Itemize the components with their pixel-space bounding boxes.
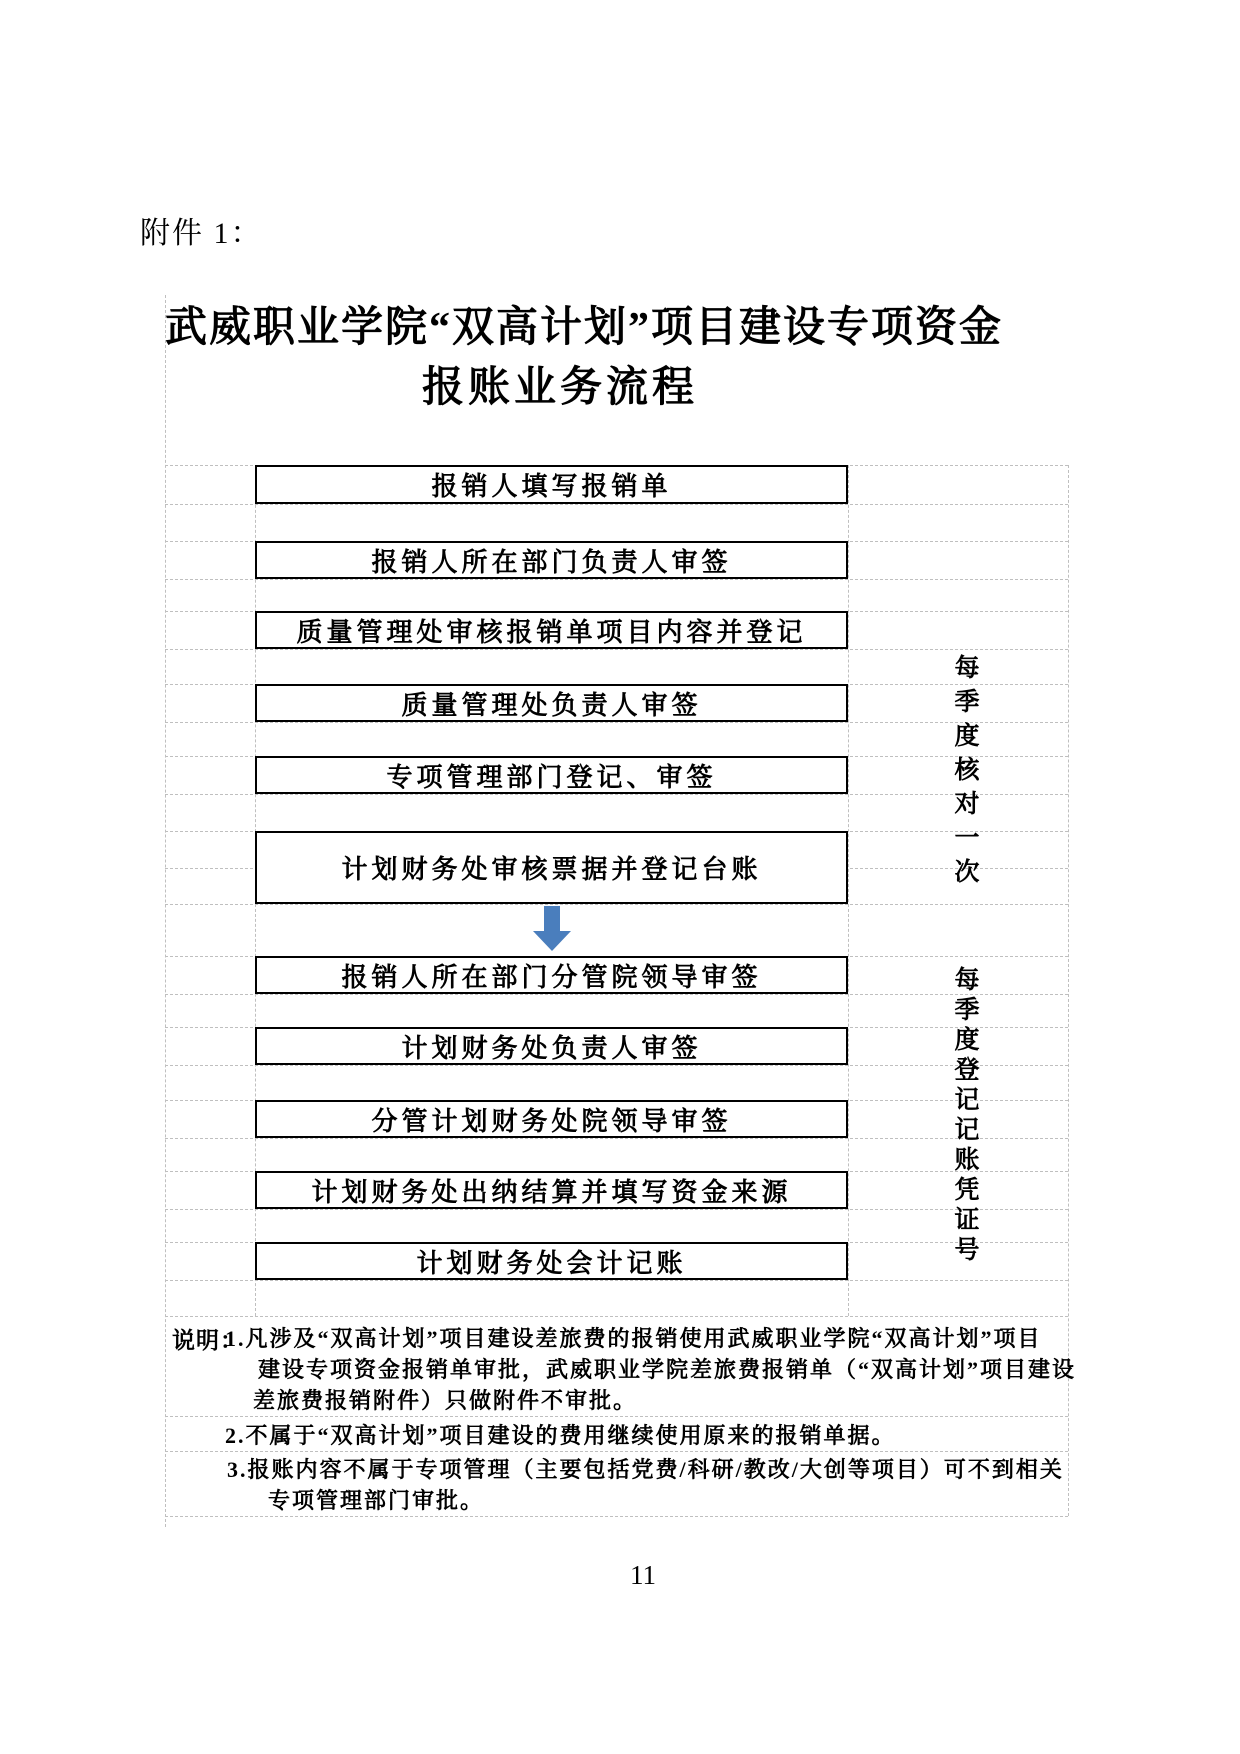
flow-step-2-label: 报销人所在部门负责人审签	[371, 547, 732, 577]
attachment-label: 附件 1：	[140, 217, 263, 250]
grid-line-horizontal	[165, 649, 1068, 650]
grid-line-vertical	[165, 295, 166, 1527]
grid-line-horizontal	[165, 1416, 1068, 1417]
grid-line-horizontal	[165, 1065, 1068, 1066]
down-arrow-stem	[544, 906, 560, 931]
flow-step-6	[255, 831, 848, 904]
flow-step-4-label: 质量管理处负责人审签	[401, 690, 702, 720]
grid-line-horizontal	[165, 794, 1068, 795]
flow-step-3	[255, 611, 848, 649]
down-arrow-head	[533, 931, 571, 951]
flow-step-9-label: 分管计划财务处院领导审签	[371, 1106, 732, 1136]
flow-step-6-label: 计划财务处审核票据并登记台账	[341, 855, 762, 884]
flow-step-10	[255, 1171, 848, 1209]
note-1-line-1: 1.凡涉及“双高计划”项目建设差旅费的报销使用武威职业学院“双高计划”项目	[225, 1326, 1042, 1351]
flow-step-1	[255, 465, 848, 504]
flow-step-4	[255, 684, 848, 722]
flow-step-11-label: 计划财务处会计记账	[416, 1248, 687, 1278]
flow-step-1-label: 报销人填写报销单	[431, 472, 672, 501]
flow-step-7-label: 报销人所在部门分管院领导审签	[341, 962, 762, 992]
grid-line-horizontal	[165, 1316, 1068, 1317]
flow-step-9	[255, 1100, 848, 1138]
down-arrow-icon	[533, 906, 571, 952]
grid-line-horizontal	[165, 1209, 1068, 1210]
page-title-line2: 报账业务流程	[421, 365, 698, 411]
grid-line-horizontal	[165, 1280, 1068, 1281]
flow-step-7	[255, 956, 848, 994]
side-annotation-quarterly-voucher: 每季度登记记账凭证号	[951, 966, 978, 1266]
grid-line-horizontal	[165, 1516, 1068, 1517]
grid-line-horizontal	[165, 579, 1068, 580]
flow-step-8	[255, 1027, 848, 1065]
grid-line-horizontal	[165, 1138, 1068, 1139]
grid-line-vertical	[848, 465, 849, 1316]
grid-line-horizontal	[165, 994, 1068, 995]
grid-line-horizontal	[165, 722, 1068, 723]
grid-line-horizontal	[165, 504, 1068, 505]
page-title	[165, 300, 1004, 416]
page-title-line1: 武威职业学院“双高计划”项目建设专项资金	[165, 305, 1004, 351]
note-2-line-1: 2.不属于“双高计划”项目建设的费用继续使用原来的报销单据。	[225, 1423, 896, 1448]
flow-step-5-label: 专项管理部门登记、审签	[386, 762, 717, 792]
note-3-line-2: 专项管理部门审批。	[268, 1488, 485, 1513]
flow-step-11	[255, 1242, 848, 1280]
side-annotation-quarterly-check: 每季度核对一次	[951, 654, 978, 892]
note-3-line-1: 3.报账内容不属于专项管理（主要包括党费/科研/教改/大创等项目）可不到相关	[227, 1457, 1064, 1482]
note-1-line-3: 差旅费报销附件）只做附件不审批。	[253, 1388, 638, 1413]
flow-step-2	[255, 541, 848, 579]
flow-step-8-label: 计划财务处负责人审签	[401, 1033, 702, 1063]
flow-step-10-label: 计划财务处出纳结算并填写资金来源	[311, 1177, 792, 1207]
note-1-line-2: 建设专项资金报销单审批，武威职业学院差旅费报销单（“双高计划”项目建设	[258, 1357, 1077, 1382]
flow-step-3-label: 质量管理处审核报销单项目内容并登记	[296, 617, 807, 647]
page-number: 11	[630, 1560, 656, 1590]
flow-step-5	[255, 756, 848, 794]
grid-line-horizontal	[165, 904, 1068, 905]
notes-label: 说明：	[172, 1328, 244, 1353]
grid-line-horizontal	[165, 1451, 1068, 1452]
